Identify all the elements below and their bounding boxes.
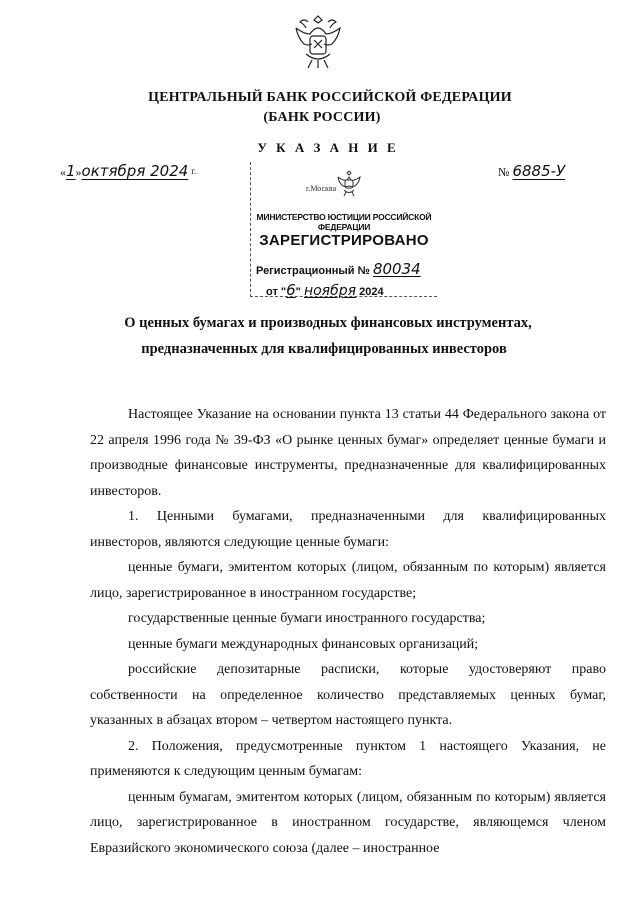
reg-month-handwritten: ноября	[303, 283, 357, 299]
document-number: № 6885-У	[498, 162, 566, 180]
body-paragraph: 2. Положения, предусмотренные пунктом 1 настоящего Указания, не применяются к следующим ценным бумагам:	[90, 738, 606, 779]
stamp-registration-date: от "6" ноября 2024	[266, 281, 384, 299]
body-paragraph: российские депозитарные расписки, которые удостоверяют право собственности на определенное количество представляемых ценных бумаг, указанных в абзацах втором – четвертом настоящего пункта.	[90, 662, 606, 728]
stamp-city: г.Москва	[306, 184, 337, 193]
organization-name: ЦЕНТРАЛЬНЫЙ БАНК РОССИЙСКОЙ ФЕДЕРАЦИИ	[148, 90, 512, 105]
stamp-emblem-icon	[334, 168, 364, 198]
stamp-status: ЗАРЕГИСТРИРОВАНО	[259, 232, 429, 249]
organization-short-name: (БАНК РОССИИ)	[263, 110, 381, 125]
body-paragraph: Настоящее Указание на основании пункта 13 статьи 44 Федерального закона от 22 апреля 1996 года № 39-ФЗ «О рынке ценных бумаг» определяет ценные бумаги и производные финансовые инструменты, предназначенные для квалифицированных инвесторов.	[90, 407, 606, 499]
document-type: У К А З А Н И Е	[257, 140, 399, 155]
registration-stamp	[246, 160, 442, 300]
reg-number-handwritten: 80034	[372, 260, 421, 278]
body-paragraph: ценным бумагам, эмитентом которых (лицом, обязанным по которым) является лицо, зарегистрированное в иностранном государстве, являющемся членом Евразийского экономического союза (далее – иностранное	[90, 789, 606, 856]
stamp-ministry: МИНИСТЕРСТВО ЮСТИЦИИ РОССИЙСКОЙ ФЕДЕРАЦИИ	[256, 212, 432, 232]
stamp-registration-number: Регистрационный № 80034	[256, 260, 421, 278]
document-title-line-2: предназначенных для квалифицированных инвесторов	[141, 341, 507, 357]
document-body	[90, 402, 606, 861]
reg-day-handwritten: 6	[286, 281, 296, 299]
number-handwritten: 6885-У	[512, 162, 566, 180]
date-day-handwritten: 1	[66, 162, 76, 180]
body-paragraph: ценные бумаги, эмитентом которых (лицом, обязанным по которым) является лицо, зарегистрированное в иностранном государстве;	[90, 560, 606, 601]
body-paragraph: 1. Ценными бумагами, предназначенными для квалифицированных инвесторов, являются следующие ценные бумаги:	[90, 509, 606, 550]
body-paragraph: ценные бумаги международных финансовых организаций;	[128, 636, 479, 652]
date-month-year-handwritten: октября 2024	[81, 162, 189, 180]
body-paragraph: государственные ценные бумаги иностранного государства;	[128, 611, 486, 626]
russian-coat-of-arms-emblem	[286, 10, 350, 74]
document-title-line-1: О ценных бумагах и производных финансовых инструментах,	[124, 315, 532, 331]
document-date: «1»октября 2024 г.	[60, 162, 197, 180]
